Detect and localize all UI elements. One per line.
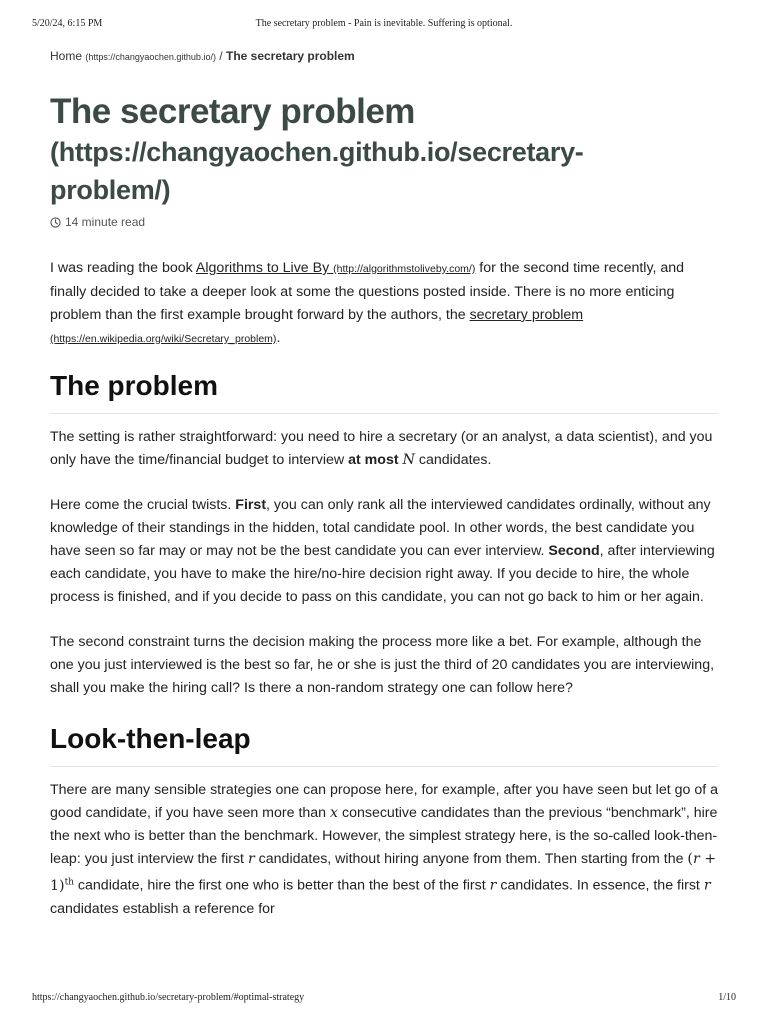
section-heading-look-then-leap: Look-then-leap (50, 722, 718, 767)
page-title[interactable] (50, 91, 718, 209)
breadcrumb-home-link[interactable] (50, 49, 216, 63)
page-title-text: The secretary problem (50, 92, 415, 131)
paragraph-strategies: There are many sensible strategies one can propose here, for example, after you have seen but let go of a good candidate, if you have seen more than x consecutive candidates than the previous “benchmark”, hire the next who is better than the benchmark. However, the simplest strategy here, is the so-called look-then-leap: you just interview the first r candidates, without hiring anyone from them. Then starting from the $(r + 1)^{th}$ candidate, hire the first one who is better than the best of the first r candidates. In essence, the first r candidates establish a reference for (50, 782, 718, 917)
article-content (50, 48, 718, 921)
paragraph-twists: Here come the crucial twists. First, you can only rank all the interviewed candidates ordinally, without any knowledge of their standings in the hidden, total candidate pool. In other words, the best candidate you have seen so far may or may not be the best candidate you can ever interview. Second, after interviewing each candidate, you have to make the hire/no-hire decision right away. If you decide to hire, the whole process is finished, and if you decide to pass on this candidate, you can not go back to him or her again. (50, 497, 715, 605)
read-time (50, 215, 718, 229)
clock-icon (50, 217, 61, 228)
page-title-url: (https://changyaochen.github.io/secretary- problem/) (50, 137, 584, 205)
link-algorithms-to-live-by[interactable]: Algorithms to Live By (http://algorithmstoliveby.com/) (195, 260, 476, 276)
intro-paragraph: I was reading the book Algorithms to Live By (http://algorithmstoliveby.com/) for the second time recently, and finally decided to take a deeper look at some the questions posted inside. There is no more enticing problem than the first example brought forward by the authors, the secretary problem (https://en.wikipedia.org/wiki/Secretary_problem). (50, 260, 685, 346)
print-doc-title: The secretary problem - Pain is inevitable. Suffering is optional. (255, 18, 513, 29)
paragraph-constraint: The second constraint turns the decision making the process more like a bet. For example, although the one you just interviewed is the best so far, he or she is just the third of 20 candidates you are interviewing, shall you make the hiring call? Is there a non-random strategy one can follow here? (50, 634, 715, 696)
breadcrumb-home: Home (50, 49, 83, 63)
print-footer (32, 992, 736, 1006)
breadcrumb-current: The secretary problem (225, 49, 355, 63)
breadcrumb-home-url: (https://changyaochen.github.io/) (85, 52, 216, 62)
paragraph-setting: The setting is rather straightforward: you need to hire a secretary (or an analyst, a data scientist), and you only have the time/financial budget to interview at most N candidates. (50, 429, 713, 468)
print-header (32, 18, 736, 32)
math-N: N (402, 452, 415, 468)
breadcrumb (50, 48, 718, 65)
print-page-number: 1/10 (718, 992, 736, 1003)
math-r-plus-1-th: $(r + 1)^{th}$ (50, 851, 717, 894)
print-date: 5/20/24, 6:15 PM (32, 18, 103, 29)
link-secretary-problem-wiki[interactable]: secretary problem (https://en.wikipedia.org/wiki/Secretary_problem) (50, 307, 584, 345)
breadcrumb-separator: / (219, 49, 223, 63)
section-heading-the-problem: The problem (50, 369, 718, 414)
read-time-label: 14 minute read (65, 215, 146, 229)
print-footer-url: https://changyaochen.github.io/secretary-problem/#optimal-strategy (32, 992, 305, 1003)
